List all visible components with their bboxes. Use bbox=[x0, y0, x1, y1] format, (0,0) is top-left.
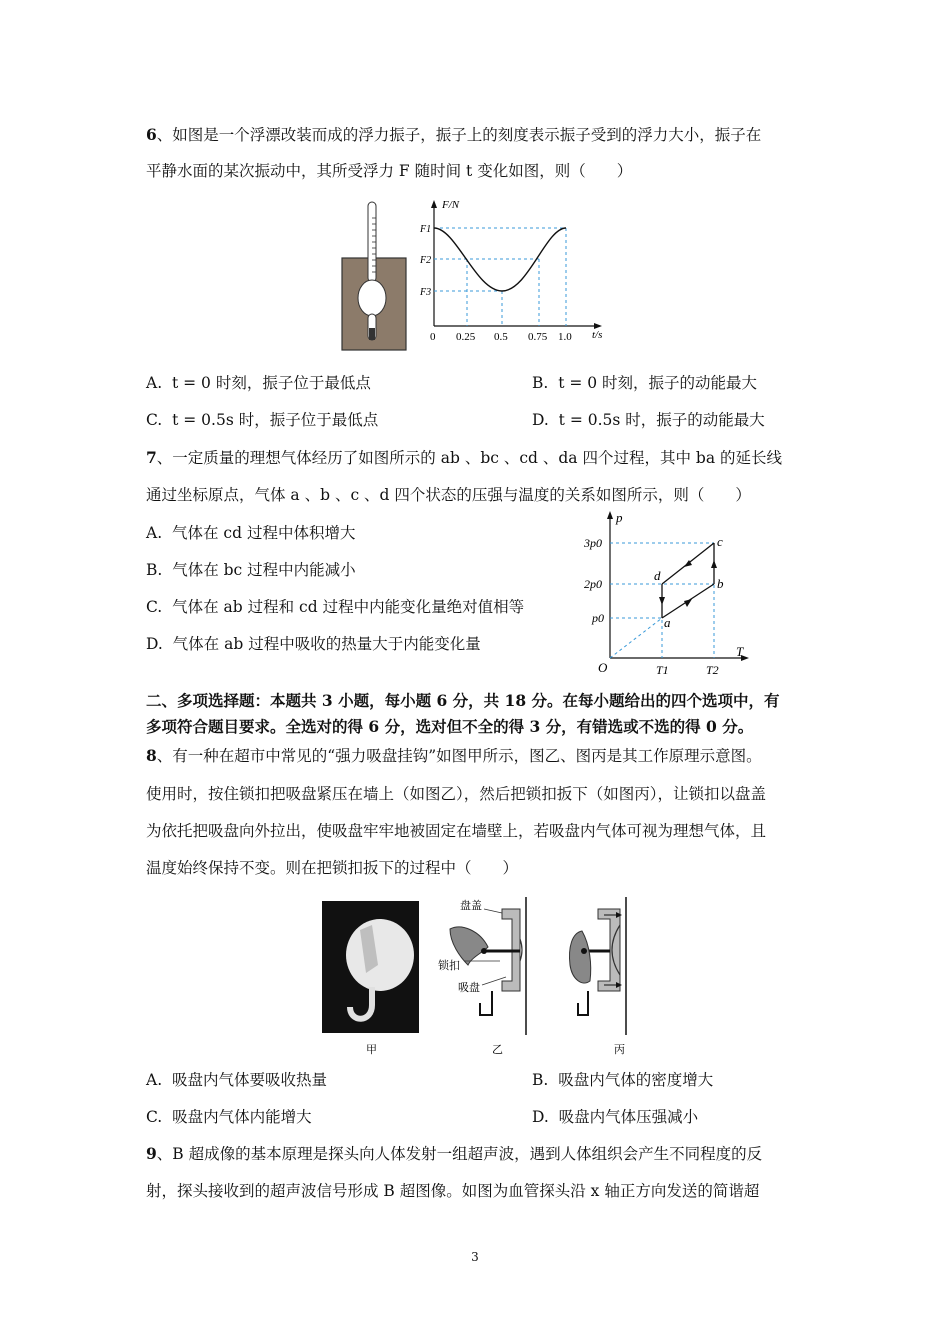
q8-line1 bbox=[146, 745, 762, 767]
q7-tick-T2: T2 bbox=[706, 663, 719, 677]
q6-tick-025: 0.25 bbox=[456, 331, 476, 343]
q6-tick-F2: F2 bbox=[420, 255, 432, 266]
section2-heading-line1: 二、多项选择题：本题共 3 小题，每小题 6 分，共 18 分。在每小题给出的四个选项中，有 bbox=[146, 691, 780, 710]
q8-line2: 使用时，按住锁扣把吸盘紧压在墙上（如图乙），然后把锁扣扳下（如图丙），让锁扣以盘盖 bbox=[146, 785, 767, 803]
q7-xlabel: T bbox=[736, 644, 744, 659]
q7-figure bbox=[584, 506, 758, 682]
q9-line1 bbox=[146, 1143, 762, 1165]
q8-figure bbox=[320, 895, 640, 1060]
float-weight bbox=[369, 328, 375, 340]
q8-number: 8 bbox=[146, 746, 157, 765]
q7-point-c: c bbox=[717, 534, 723, 549]
q7-option-b: B. 气体在 bc 过程中内能减小 bbox=[146, 561, 356, 579]
q9-number: 9 bbox=[146, 1144, 157, 1163]
q6-tick-0: 0 bbox=[430, 331, 436, 343]
q6-tick-10: 1.0 bbox=[558, 331, 572, 343]
q7-tick-2p0: 2p0 bbox=[584, 577, 602, 591]
ab-arrow-icon bbox=[684, 599, 692, 607]
label-lid: 盘盖 bbox=[460, 899, 482, 912]
q7-process bbox=[662, 543, 714, 618]
p-arrow-icon bbox=[607, 511, 613, 519]
q7-text-1: 、一定质量的理想气体经历了如图所示的 ab 、bc 、cd 、da 四个过程，其中 ba 的延长线 bbox=[156, 449, 782, 467]
caption-bing: 丙 bbox=[614, 1043, 625, 1056]
q6-text-1: 、如图是一个浮漂改装而成的浮力振子，振子上的刻度表示振子受到的浮力大小，振子在 bbox=[156, 126, 762, 144]
q9-line2: 射，探头接收到的超声波信号形成 B 超图像。如图为血管探头沿 x 轴正方向发送的简谐超 bbox=[146, 1182, 760, 1200]
q6-option-b: B. t = 0 时刻，振子的动能最大 bbox=[532, 374, 758, 392]
section2-heading-line2: 多项符合题目要求。全选对的得 6 分，选对但不全的得 3 分，有错选或不选的得 0 分。 bbox=[146, 717, 754, 736]
q6-xlabel: t/s bbox=[592, 329, 603, 341]
q6-tick-075: 0.75 bbox=[528, 331, 548, 343]
float-bulb bbox=[358, 280, 386, 316]
page-number: 3 bbox=[471, 1250, 479, 1264]
q6-option-c: C. t = 0.5s 时，振子位于最低点 bbox=[146, 411, 379, 429]
q8-option-a: A. 吸盘内气体要吸收热量 bbox=[146, 1071, 327, 1089]
hook-photo-cup bbox=[346, 919, 414, 991]
diagram-yi bbox=[450, 897, 526, 1035]
caption-yi: 乙 bbox=[492, 1043, 503, 1056]
q7-ylabel: p bbox=[616, 510, 623, 525]
bc-arrow-icon bbox=[711, 560, 717, 568]
q7-point-b: b bbox=[717, 576, 724, 591]
q6-tick-F3: F3 bbox=[420, 287, 432, 298]
q7-option-d: D. 气体在 ab 过程中吸收的热量大于内能变化量 bbox=[146, 635, 481, 653]
q6-line2: 平静水面的某次振动中，其所受浮力 F 随时间 t 变化如图，则（ ） bbox=[146, 162, 633, 180]
q7-line1 bbox=[146, 447, 782, 469]
diagram-bing bbox=[570, 897, 627, 1035]
q7-axes bbox=[610, 516, 744, 658]
q6-figure bbox=[336, 196, 616, 356]
label-cup: 吸盘 bbox=[458, 981, 480, 994]
da-arrow-icon bbox=[659, 597, 665, 605]
y-arrow-icon bbox=[431, 200, 437, 208]
q8-line3: 为依托把吸盘向外拉出，使吸盘牢牢地被固定在墙壁上，若吸盘内气体可视为理想气体，且 bbox=[146, 822, 767, 840]
q6-axes bbox=[434, 204, 598, 326]
q8-option-b: B. 吸盘内气体的密度增大 bbox=[532, 1071, 714, 1089]
q7-tick-p0: p0 bbox=[592, 611, 604, 625]
q7-point-a: a bbox=[664, 615, 671, 630]
q8-text-1: 、有一种在超市中常见的“强力吸盘挂钩”如图甲所示，图乙、图丙是其工作原理示意图。 bbox=[156, 747, 762, 765]
q6-option-a: A. t = 0 时刻，振子位于最低点 bbox=[146, 374, 371, 392]
q7-tick-T1: T1 bbox=[656, 663, 669, 677]
q8-option-d: D. 吸盘内气体压强减小 bbox=[532, 1108, 699, 1126]
q8-line4: 温度始终保持不变。则在把锁扣扳下的过程中（ ） bbox=[146, 859, 519, 877]
label-lock: 锁扣 bbox=[438, 959, 460, 972]
q6-number: 6 bbox=[146, 125, 157, 144]
q9-text-1: 、B 超成像的基本原理是探头向人体发射一组超声波，遇到人体组织会产生不同程度的反 bbox=[156, 1145, 763, 1163]
q7-origin: O bbox=[598, 660, 608, 675]
q7-tick-3p0: 3p0 bbox=[584, 536, 602, 550]
q6-tick-F1: F1 bbox=[420, 224, 432, 235]
q6-ylabel: F/N bbox=[442, 199, 460, 211]
q7-line2: 通过坐标原点，气体 a 、b 、c 、d 四个状态的压强与温度的关系如图所示，则（ ） bbox=[146, 486, 751, 504]
caption-jia: 甲 bbox=[366, 1043, 377, 1056]
q8-option-c: C. 吸盘内气体内能增大 bbox=[146, 1108, 312, 1126]
q7-number: 7 bbox=[146, 448, 157, 467]
q6-tick-05: 0.5 bbox=[494, 331, 508, 343]
q7-option-c: C. 气体在 ab 过程和 cd 过程中内能变化量绝对值相等 bbox=[146, 598, 525, 616]
q7-option-a: A. 气体在 cd 过程中体积增大 bbox=[146, 524, 356, 542]
q6-option-d: D. t = 0.5s 时，振子的动能最大 bbox=[532, 411, 765, 429]
q6-line1 bbox=[146, 124, 761, 146]
q7-point-d: d bbox=[654, 568, 661, 583]
